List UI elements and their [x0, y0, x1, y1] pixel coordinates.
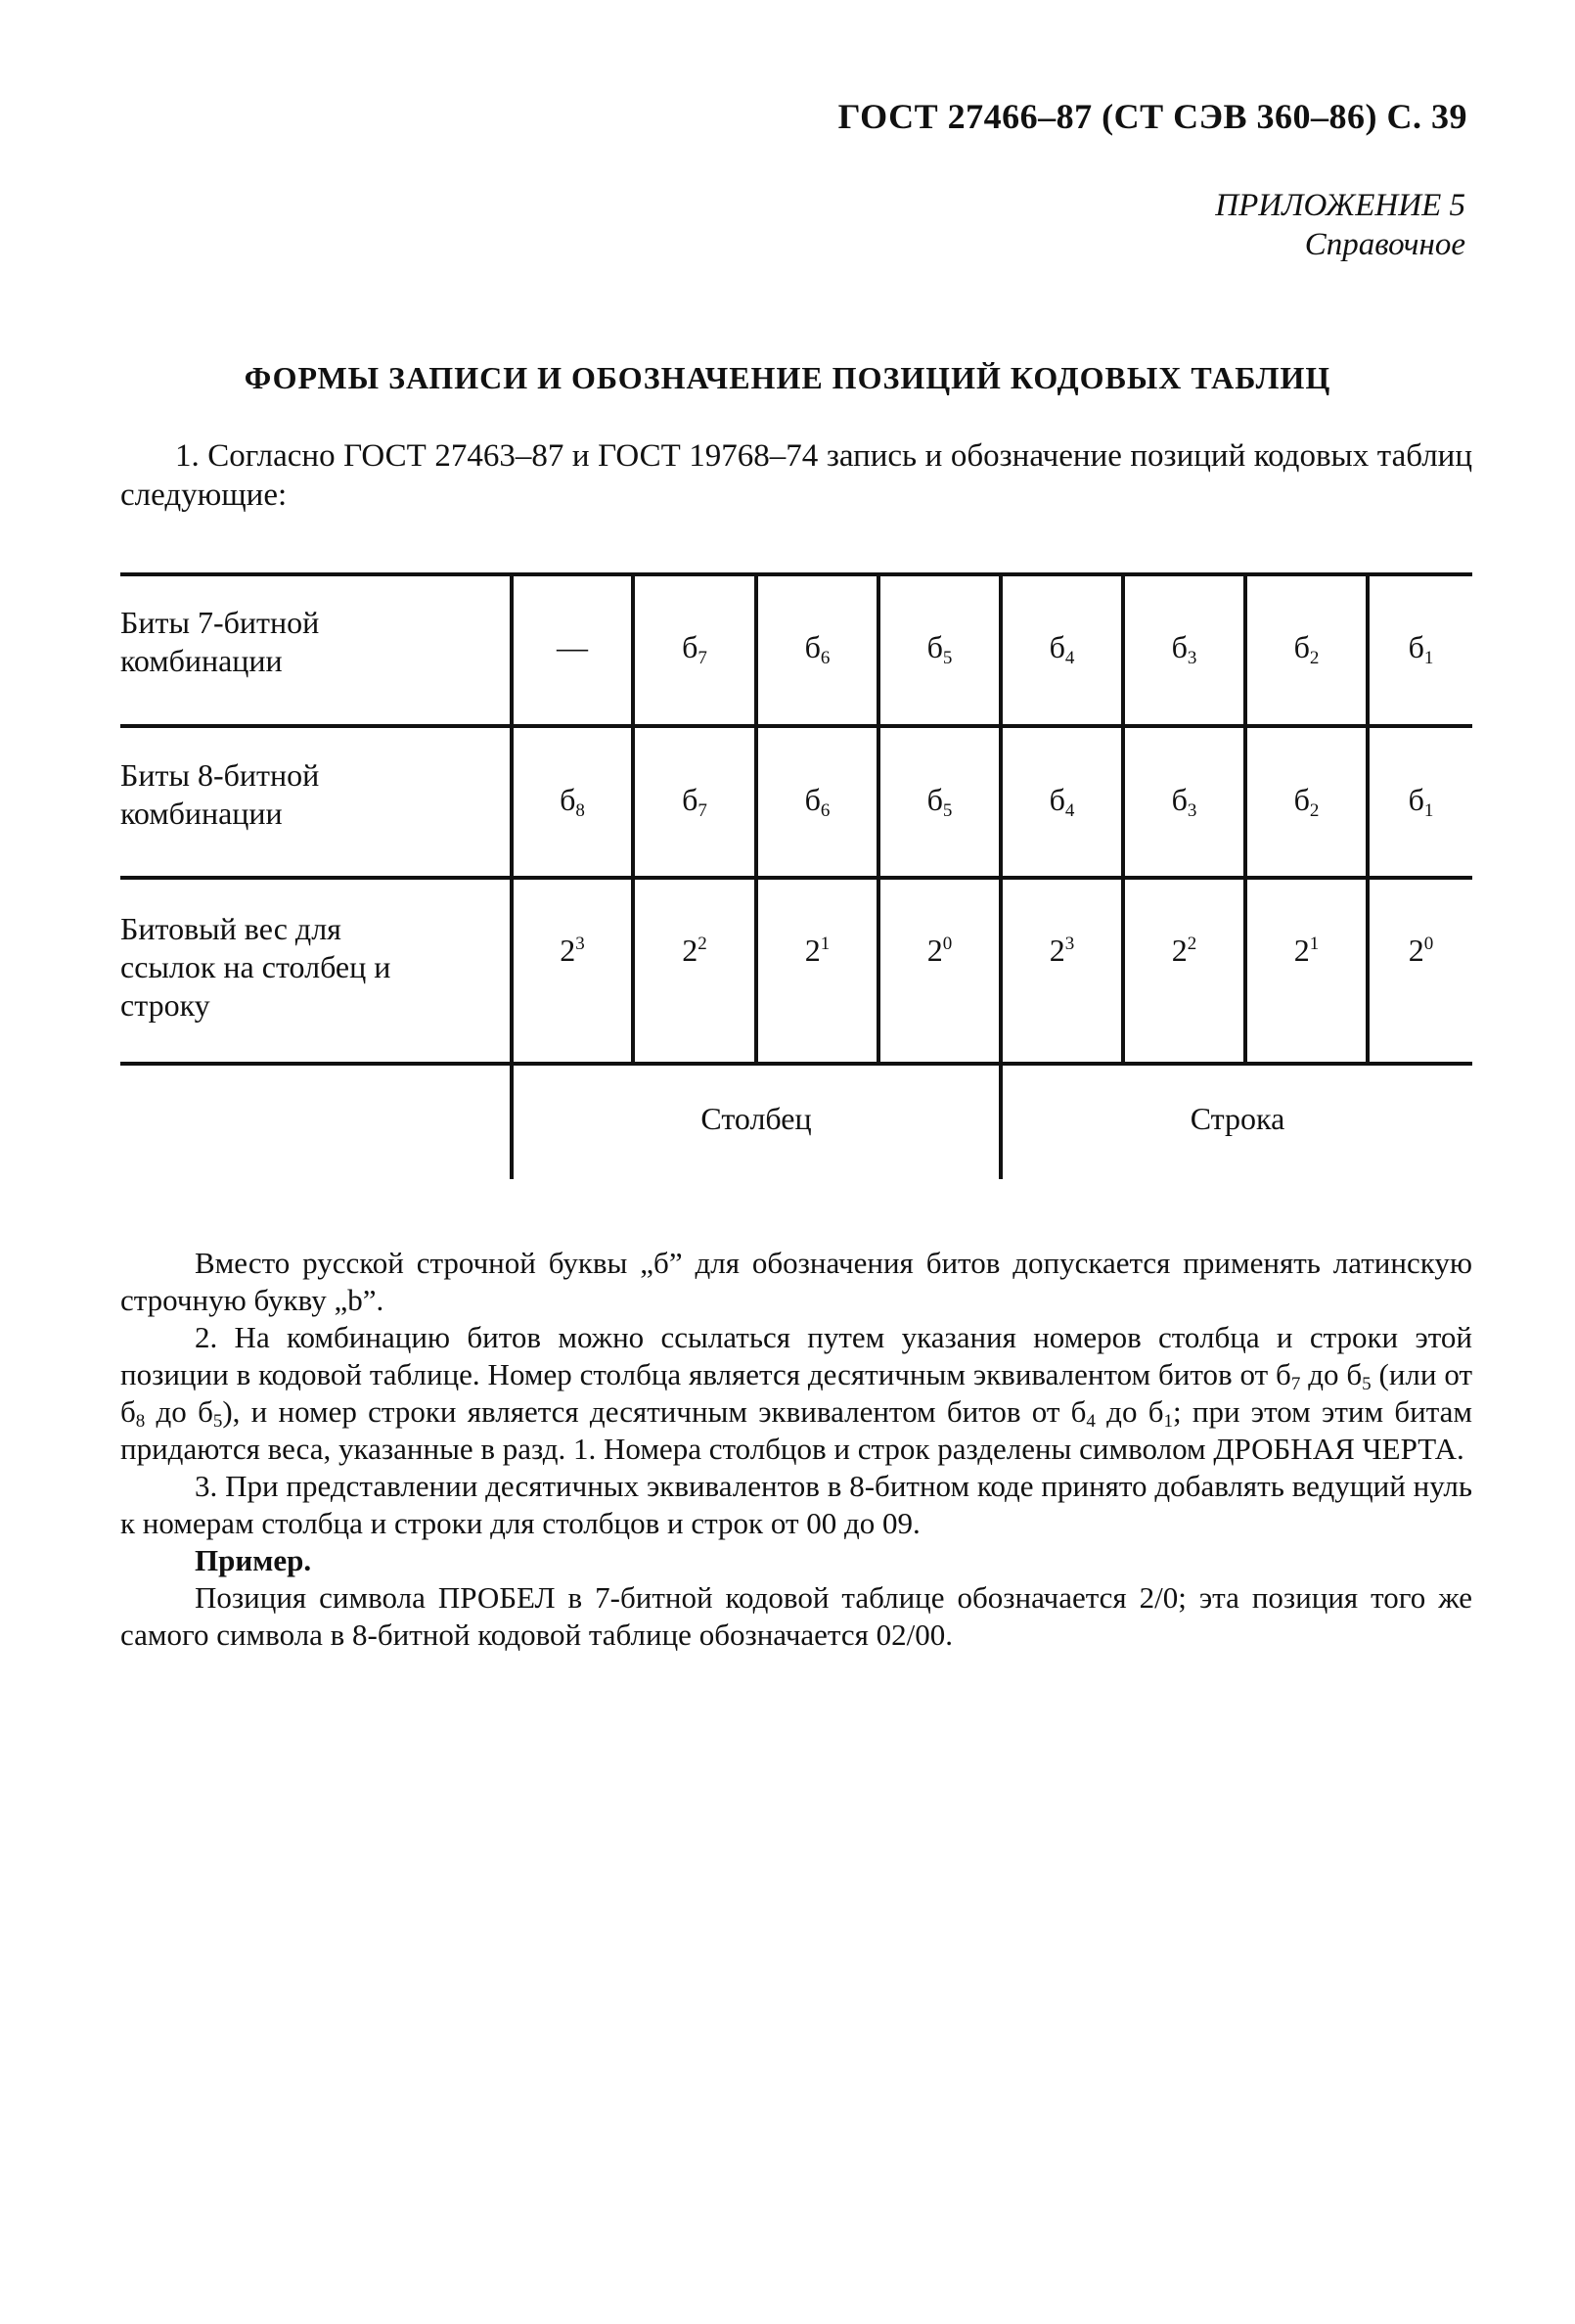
row-label-7bit: Биты 7-битной комбинации — [120, 605, 320, 678]
table-cell: $2^0$ — [926, 933, 953, 968]
appendix-type: Справочное — [1304, 227, 1465, 262]
table-rule — [120, 876, 1472, 880]
appendix-number: ПРИЛОЖЕНИЕ 5 — [1215, 188, 1465, 223]
table-cell: $б_6$ — [804, 629, 831, 668]
table-cell: $б_1$ — [1408, 782, 1434, 821]
table-cell: — — [557, 629, 588, 664]
group-label-column: Столбец — [700, 1101, 812, 1136]
example-label: Пример. — [195, 1543, 312, 1577]
table-cell: $2^1$ — [804, 933, 831, 968]
table-cell: $б_4$ — [1049, 782, 1075, 821]
table-cell: $2^3$ — [1049, 933, 1075, 968]
table-cell: $б_3$ — [1171, 629, 1197, 668]
intro-paragraph: 1. Согласно ГОСТ 27463–87 и ГОСТ 19768–74 запись и обозначение позиций кодовых таблиц следующие: — [120, 438, 1472, 513]
table-cell: $2^1$ — [1293, 933, 1320, 968]
example-paragraph: Позиция символа ПРОБЕЛ в 7-битной кодовой таблице обозначается 2/0; эта позиция того же самого символа в 8-битной кодовой таблице обозначается 02/00. — [120, 1580, 1472, 1652]
table-cell: $б_5$ — [926, 629, 953, 668]
table-cell: $б_8$ — [560, 782, 585, 821]
appendix-block — [1215, 186, 1465, 264]
row-label-weight: Битовый вес для ссылок на столбец и строку — [120, 911, 391, 1023]
table-cell: $б_1$ — [1408, 629, 1434, 668]
table-cell: $б_3$ — [1171, 782, 1197, 821]
table-cell: $2^3$ — [560, 933, 585, 968]
body-text — [120, 1245, 1472, 1654]
table-rule-top — [120, 572, 1472, 576]
table-cell: $2^0$ — [1408, 933, 1434, 968]
table-cell: $б_4$ — [1049, 629, 1075, 668]
table-cell: $2^2$ — [1171, 933, 1197, 968]
row-label-8bit: Биты 8-битной комбинации — [120, 757, 320, 831]
group-label-row: Строка — [1190, 1101, 1285, 1136]
bit-table — [120, 572, 1472, 1179]
table-cell: $б_2$ — [1293, 782, 1320, 821]
table-cell: $б_6$ — [804, 782, 831, 821]
body-paragraph-latin: Вместо русской строчной буквы „б” для обозначения битов допускается применять латинскую строчную букву „b”. — [120, 1246, 1472, 1317]
table-rule — [120, 1062, 1472, 1066]
table-rule — [120, 724, 1472, 728]
table-cell: $б_7$ — [682, 782, 707, 821]
body-paragraph-3: 3. При представлении десятичных эквивалентов в 8-битном коде принято добавлять ведущий нуль к номерам столбца и строки для столбцов и строк от 00 до 09. — [120, 1469, 1472, 1540]
page-header: ГОСТ 27466–87 (СТ СЭВ 360–86) С. 39 — [837, 97, 1467, 136]
body-paragraph-2: 2. На комбинацию битов можно ссылаться путем указания номеров столбца и строки этой позиции в кодовой таблице. Номер столбца является десятичным эквивалентом битов от $б_7$ до $б_5$ (или от $б_8$ до $б_5$), и номер строки является десятичным эквивалентом битов от $б_4$ до $б_1$; при этом этим битам придаются веса, указанные в разд. 1. Номера столбцов и строк разделены символом ДРОБНАЯ ЧЕРТА. — [120, 1320, 1472, 1466]
page-title: ФОРМЫ ЗАПИСИ И ОБОЗНАЧЕНИЕ ПОЗИЦИЙ КОДОВЫХ ТАБЛИЦ — [244, 360, 1331, 395]
table-cell: $б_2$ — [1293, 629, 1320, 668]
table-cell: $б_7$ — [682, 629, 707, 668]
table-cell: $2^2$ — [682, 933, 707, 968]
table-cell: $б_5$ — [926, 782, 953, 821]
